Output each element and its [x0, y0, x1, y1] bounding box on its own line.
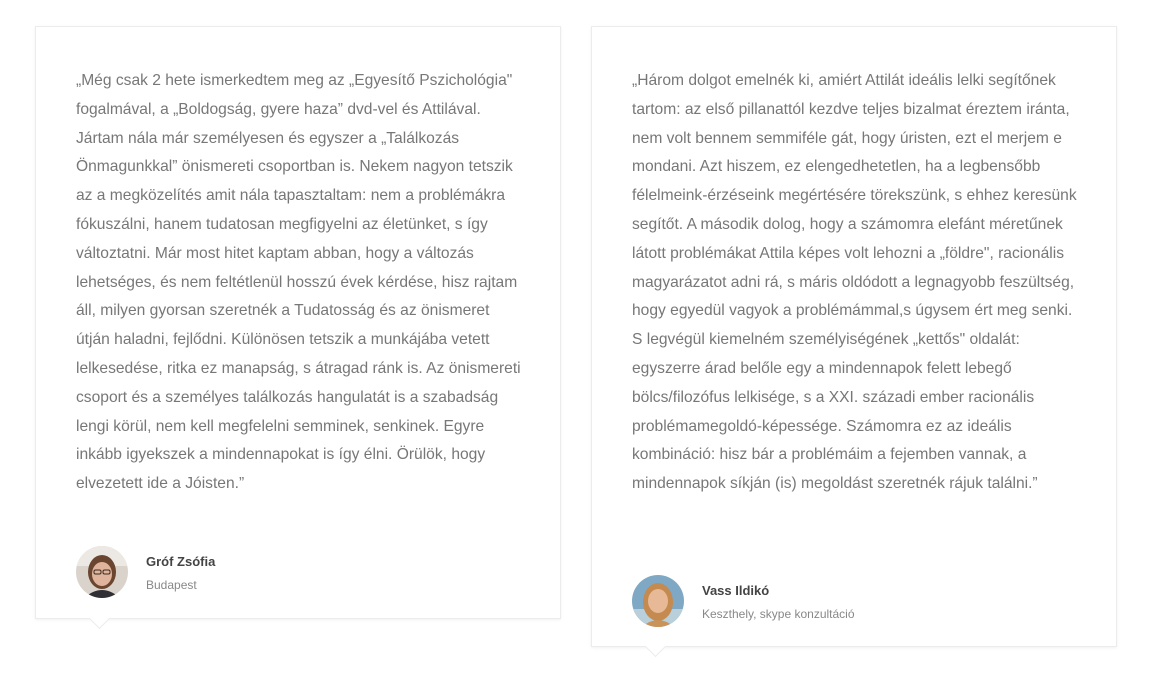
author-name: Vass Ildikó [702, 583, 770, 598]
author-location: Budapest [146, 578, 197, 592]
testimonial-card-1 [35, 26, 561, 619]
card-pointer [645, 636, 666, 657]
card-pointer [89, 608, 110, 629]
author-location: Keszthely, skype konzultáció [702, 607, 855, 621]
testimonial-card-2 [591, 26, 1117, 647]
testimonial-quote: „Még csak 2 hete ismerkedtem meg az „Egyesítő Pszichológia" fogalmával, a „Boldogság, gyere haza” dvd-vel és Attilával. Jártam nála már személyesen és egyszer a „Találkozás Önmagunkkal” önismereti csoportban is. Nekem nagyon tetszik az a megközelítés amit nála tapasztaltam: nem a problémákra fókuszálni, hanem tudatosan megfigyelni az életünket, s így változtatni. Már most hitet kaptam abban, hogy a változás lehetséges, és nem feltétlenül hosszú évek kérdése, hisz rajtam áll, milyen gyorsan szeretnék a Tudatosság és az önismeret útján haladni, fejlődni. Különösen tetszik a munkájába vetett lelkesedése, ritka ez manapság, s átragad ránk is. Az önismereti csoport és a személyes találkozás hangulatát is a szabadság lengi körül, nem kell megfelelni semminek, senkinek. Egyre inkább igyekszek a mindennapokat is így élni. Örülök, hogy elvezetett ide a Jóisten.” [76, 72, 521, 493]
author-name: Gróf Zsófia [146, 554, 216, 569]
avatar [632, 575, 684, 627]
testimonial-quote: „Három dolgot emelnék ki, amiért Attilát ideális lelki segítőnek tartom: az első pillanattól kezdve teljes bizalmat éreztem iránta, nem volt bennem semmiféle gát, hogy úristen, ezt el merjem e mondani. Azt hiszem, ez elengedhetetlen, ha a legbensőbb félelmeink-érzéseink megértésére törekszünk, s ehhez keresünk segítőt. A második dolog, hogy a számomra elefánt méretűnek látott problémákat Attila képes volt lehozni a „földre", racionális magyarázatot adni rá, s máris oldódott a legnagyobb feszültség, hogy egyedül vagyok a problémámmal,s úgysem ért meg senki. S legvégül kiemelném személyiségének „kettős" oldalát: egyszerre árad belőle egy a mindennapok felett lebegő bölcs/filozófus lelkisége, s a XXI. századi ember racionális problémamegoldó-képessége. Számomra ez az ideális kombináció: hisz bár a problémáim a fejemben vannak, a mindennapok síkján (is) megoldást szeretnék rájuk találni.” [632, 72, 1077, 493]
avatar [76, 546, 128, 598]
